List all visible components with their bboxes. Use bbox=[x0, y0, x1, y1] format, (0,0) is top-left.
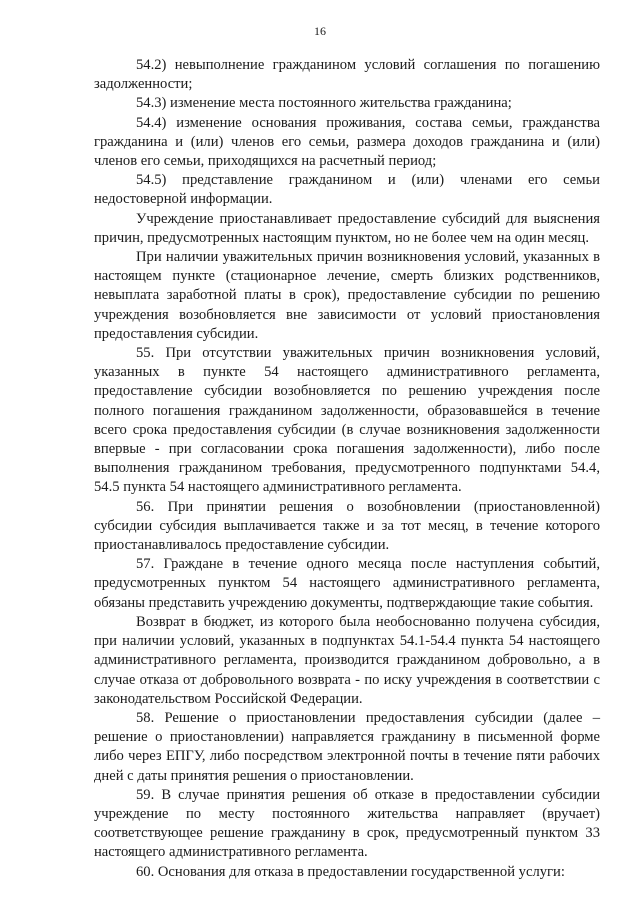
paragraph-55: 55. При отсутствии уважительных причин возникновения условий, указанных в пункте 54 настоящего административного регламента, предоставление субсидии возобновляется по решению учреждения после полного погашения гражданином задолженности, образовавшейся в течение всего срока предоставления субсидии (в случае возникновения задолженности впервые - при согласовании срока погашения задолженности), либо после выполнения гражданином требования, предусмотренного подпунктами 54.4, 54.5 пункта 54 настоящего административного регламента. bbox=[94, 345, 600, 496]
page-number: 16 bbox=[314, 24, 326, 38]
paragraph-56: 56. При принятии решения о возобновлении (приостановленной) субсидии субсидия выплачивается также и за тот месяц, в течение которого приостанавливалось предоставление субсидии. bbox=[94, 498, 600, 554]
paragraph-57: 57. Граждане в течение одного месяца после наступления событий, предусмотренных пунктом 54 настоящего административного регламента, обязаны представить учреждению документы, подтверждающие такие события. bbox=[94, 556, 600, 611]
paragraph-54-2: 54.2) невыполнение гражданином условий соглашения по погашению задолженности; bbox=[94, 57, 600, 93]
paragraph-54-3: 54.3) изменение места постоянного жительства гражданина; bbox=[136, 95, 512, 112]
paragraph-58: 58. Решение о приостановлении предоставления субсидии (далее – решение о приостановлении) направляется гражданину в письменной форме либо через ЕПГУ, либо посредством электронной почты в течение пяти рабочих дней с даты принятия решения о приостановлении. bbox=[94, 709, 600, 784]
paragraph-refund: Возврат в бюджет, из которого была необоснованно получена субсидия, при наличии условий, указанных в подпунктах 54.1-54.4 пункта 54 настоящего административного регламента, производится гражданином добровольно, а в случае отказа от добровольного возврата - по иску учреждения в соответствии с законодательством Российской Федерации. bbox=[94, 613, 600, 707]
paragraph-suspension-term: Учреждение приостанавливает предоставление субсидий для выяснения причин, предусмотренных настоящим пунктом, но не более чем на один месяц. bbox=[94, 210, 600, 246]
paragraph-54-4: 54.4) изменение основания проживания, состава семьи, гражданства гражданина и (или) членов его семьи, размера доходов гражданина и (или) членов его семьи, приходящихся на расчетный период; bbox=[94, 114, 600, 170]
paragraph-60: 60. Основания для отказа в предоставлении государственной услуги: bbox=[136, 863, 565, 880]
paragraph-54-5: 54.5) представление гражданином и (или) членами его семьи недостоверной информации. bbox=[94, 172, 600, 208]
paragraph-59: 59. В случае принятия решения об отказе в предоставлении субсидии учреждение по месту постоянного жительства направляет (вручает) соответствующее решение гражданину в срок, предусмотренный пунктом 33 настоящего административного регламента. bbox=[94, 786, 600, 861]
paragraph-valid-reasons: При наличии уважительных причин возникновения условий, указанных в настоящем пункте (стационарное лечение, смерть близких родственников, невыплата заработной платы в срок), предоставление субсидии по решению учреждения возобновляется вне зависимости от условий приостановления предоставления субсидии. bbox=[94, 249, 600, 342]
document-body bbox=[94, 56, 600, 882]
